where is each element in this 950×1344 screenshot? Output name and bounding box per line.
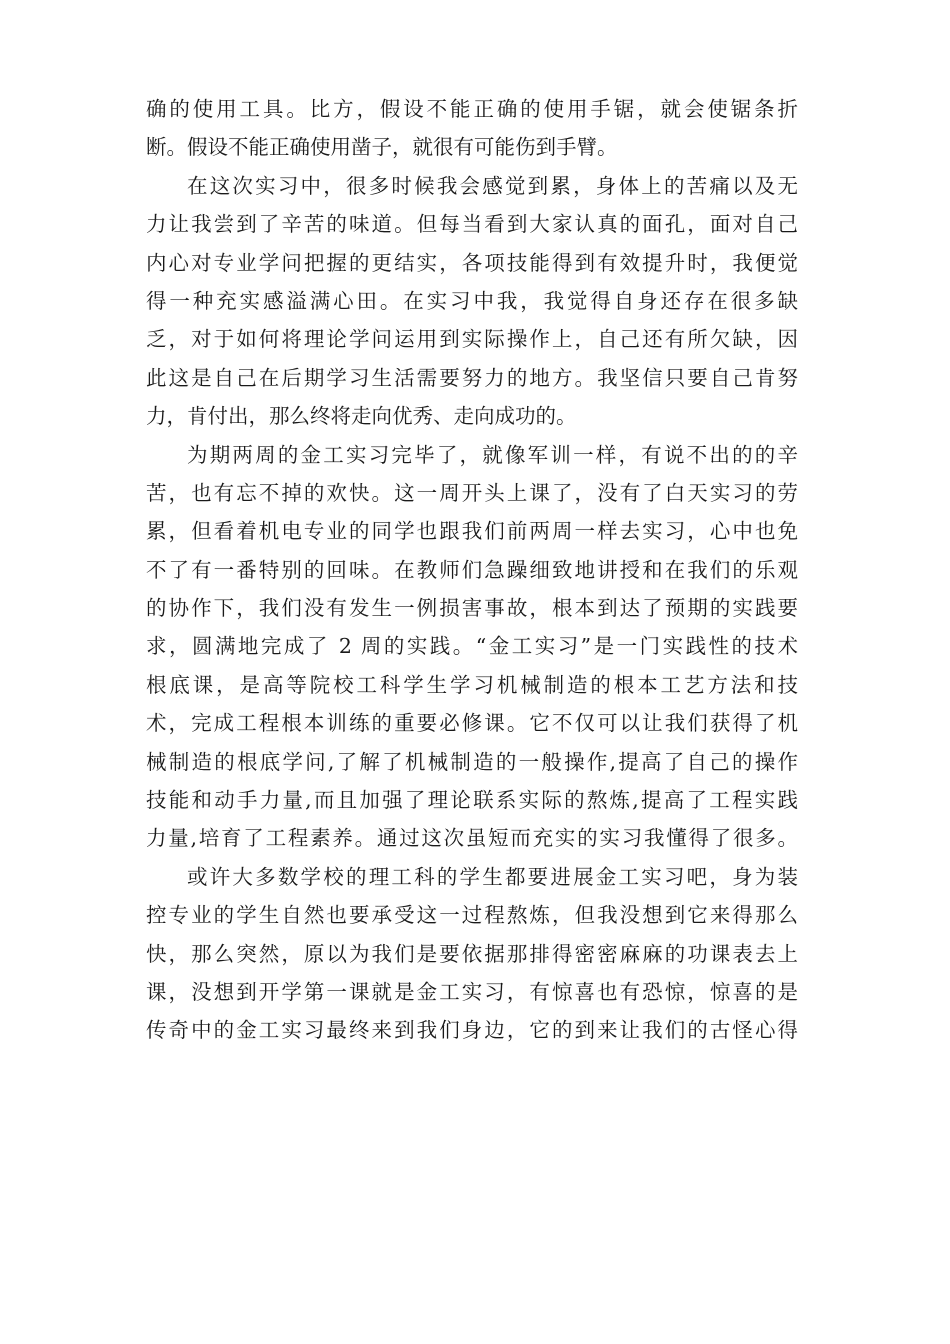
text-line: 力，肯付出，那么终将走向优秀、走向成功的。 (146, 404, 577, 429)
text-line: 械制造的根底学问,了解了机械制造的一般操作,提高了自己的操作 (146, 749, 798, 774)
text-line: 得一种充实感溢满心田。在实习中我，我觉得自身还存在很多缺 (146, 288, 798, 313)
paragraph-first-line: 在这次实习中，很多时候我会感觉到累，身体上的苦痛以及无 (187, 173, 798, 198)
text-line: 苦，也有忘不掉的欢快。这一周开头上课了，没有了白天实习的劳 (146, 480, 798, 505)
text-line: 确的使用工具。比方，假设不能正确的使用手锯，就会使锯条折 (146, 97, 798, 121)
text-line: 求，圆满地完成了 2 周的实践。“金工实习”是一门实践性的技术 (146, 634, 798, 659)
text-line: 术，完成工程根本训练的重要必修课。它不仅可以让我们获得了机 (146, 711, 798, 736)
text-line: 累，但看着机电专业的同学也跟我们前两周一样去实习，心中也免 (146, 519, 798, 544)
text-line: 根底课，是高等院校工科学生学习机械制造的根本工艺方法和技 (146, 672, 798, 697)
paragraph-first-line: 或许大多数学校的理工科的学生都要进展金工实习吧，身为装 (187, 864, 798, 889)
paragraph-first-line: 为期两周的金工实习完毕了，就像军训一样，有说不出的的辛 (187, 442, 798, 467)
text-line: 控专业的学生自然也要承受这一过程熬炼，但我没想到它来得那么 (146, 903, 798, 928)
text-line: 力量,培育了工程素养。通过这次虽短而充实的实习我懂得了很多。 (146, 826, 798, 851)
text-line: 不了有一番特别的回味。在教师们急躁细致地讲授和在我们的乐观 (146, 557, 798, 582)
text-line: 内心对专业学问把握的更结实，各项技能得到有效提升时，我便觉 (146, 250, 798, 275)
text-line: 传奇中的金工实习最终来到我们身边，它的到来让我们的古怪心得 (146, 1018, 798, 1043)
text-line: 快，那么突然，原以为我们是要依据那排得密密麻麻的功课表去上 (146, 941, 798, 966)
document-body (146, 90, 798, 1050)
text-line: 的协作下，我们没有发生一例损害事故，根本到达了预期的实践要 (146, 596, 798, 621)
text-line: 力让我尝到了辛苦的味道。但每当看到大家认真的面孔，面对自己 (146, 212, 798, 237)
text-line: 乏，对于如何将理论学问运用到实际操作上，自己还有所欠缺，因 (146, 327, 798, 352)
text-line: 此这是自己在后期学习生活需要努力的地方。我坚信只要自己肯努 (146, 365, 798, 390)
text-line: 断。假设不能正确使用凿子，就很有可能伤到手臂。 (146, 135, 618, 160)
text-line: 技能和动手力量,而且加强了理论联系实际的熬炼,提高了工程实践 (146, 788, 798, 813)
text-line: 课，没想到开学第一课就是金工实习，有惊喜也有恐惊，惊喜的是 (146, 979, 798, 1004)
